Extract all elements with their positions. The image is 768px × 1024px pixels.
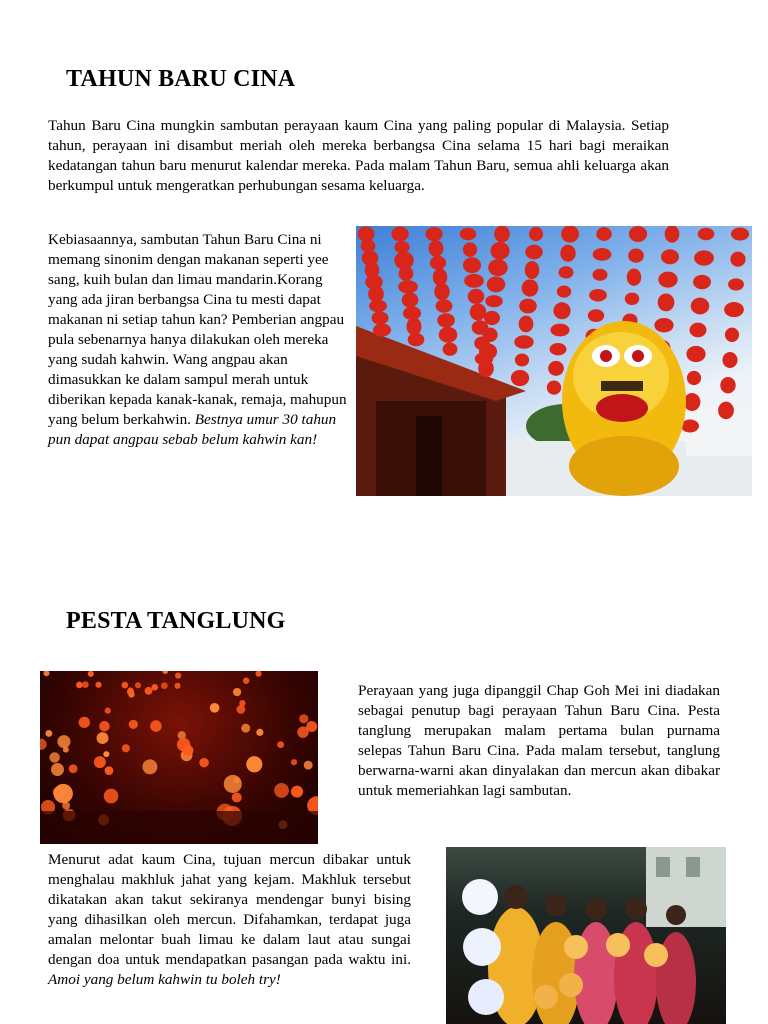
sky-lantern-shape (95, 682, 101, 688)
sky-lantern-shape (57, 735, 70, 748)
lantern-shape (425, 227, 442, 241)
lantern-shape (515, 354, 529, 367)
lantern-shape (525, 261, 540, 279)
sky-lantern-shape (51, 763, 64, 776)
sky-lantern-shape (150, 720, 162, 732)
lantern-shape (519, 299, 537, 314)
lantern-shape (550, 324, 569, 337)
lantern-shape (487, 276, 505, 292)
lantern-shape (358, 226, 375, 241)
lantern-shape (434, 283, 449, 300)
paragraph-tahun-baru-body (48, 230, 350, 450)
lantern-shape (394, 241, 409, 253)
lantern-shape (437, 313, 455, 327)
lantern-shape (408, 333, 425, 346)
sky-lantern-shape (291, 786, 303, 798)
sky-lantern-shape (94, 756, 106, 768)
paragraph-italic-remark: Bestnya umur 30 tahun pun dapat angpau sebab belum kahwin kan! (48, 411, 337, 448)
sky-lantern-shape (135, 682, 141, 688)
sky-lantern-shape (122, 744, 130, 752)
sky-lantern-shape (256, 729, 263, 736)
lantern-shape (694, 250, 714, 265)
lantern-shape (547, 381, 561, 395)
sky-lantern-shape (277, 741, 284, 748)
lantern-shape (511, 370, 529, 386)
sky-lantern-shape (122, 682, 129, 689)
sky-lantern-shape (255, 671, 261, 677)
lantern-shape (468, 289, 485, 304)
sky-lantern-shape (236, 705, 245, 714)
lantern-shape (557, 286, 571, 298)
sky-lantern-shape (45, 730, 52, 737)
lantern-shape (463, 242, 477, 256)
lantern-shape (485, 295, 502, 307)
sky-lantern-shape (43, 671, 49, 676)
lantern-shape (593, 269, 608, 281)
lantern-shape (691, 298, 710, 315)
lantern-shape (684, 393, 701, 411)
lantern-shape (722, 352, 737, 368)
sky-lantern-shape (142, 759, 157, 774)
sky-lantern-shape (175, 683, 181, 689)
sky-lantern-shape (99, 721, 110, 732)
lantern-shape (658, 272, 677, 288)
lantern-shape (665, 226, 680, 243)
lantern-shape (494, 226, 510, 242)
lantern-shape (484, 311, 500, 325)
lantern-shape (429, 240, 444, 257)
lantern-shape (514, 335, 533, 349)
lantern-shape (482, 328, 497, 342)
lantern-shape (720, 377, 735, 393)
lantern-shape (478, 360, 494, 378)
sky-lantern-shape (105, 708, 111, 714)
lantern-shape (488, 259, 508, 276)
lantern-shape (560, 245, 575, 262)
paragraph-tahun-baru-intro: Tahun Baru Cina mungkin sambutan perayaan kaum Cina yang paling popular di Malaysia. Setiap tahun, perayaan ini disambut meriah oleh mereka berbangsa Cina selama 15 hari bagi meraikan kedatangan tahun baru menurut kalendar mereka. Pada malam Tahun Baru, semua ahli keluarga akan berkumpul untuk mengeratkan perhubungan sesama keluarga. (48, 117, 669, 194)
lantern-shape (629, 226, 647, 242)
lantern-shape (553, 302, 570, 319)
sky-lantern-shape (79, 717, 90, 728)
sky-lantern-shape (76, 682, 83, 689)
sky-lantern-shape (210, 703, 220, 713)
lantern-shape (661, 249, 679, 264)
sky-lantern-shape (49, 752, 60, 763)
section-title-pesta-tanglung: PESTA TANGLUNG (66, 608, 286, 634)
sky-lantern-shape (246, 756, 262, 772)
paragraph-pesta-tanglung-intro: Perayaan yang juga dipanggil Chap Goh Mei ini diadakan sebagai penutup bagi perayaan Tahun Baru Cina. Pesta tanglung merupakan malam pertama bulan purnama selepas Tahun Baru Cina. Pada malam tersebut, tanglung berwarna-warni akan dinyalakan dan mercun akan dibakar untuk memeriahkan lagi sambutan. (358, 682, 720, 799)
lantern-shape (368, 286, 384, 303)
sky-lantern-shape (103, 751, 109, 757)
paragraph-italic-remark: Amoi yang belum kahwin tu boleh try! (48, 971, 281, 988)
lantern-shape (698, 228, 715, 240)
lantern-shape (693, 275, 711, 289)
lantern-shape (558, 266, 573, 278)
sky-lantern-shape (104, 789, 119, 804)
lantern-shape (470, 303, 487, 320)
sky-lantern-shape (177, 738, 190, 751)
lantern-shape (654, 318, 673, 332)
lantern-shape (406, 317, 421, 335)
sky-lantern-shape (224, 775, 242, 793)
lantern-shape (391, 227, 408, 242)
photo-sky-lanterns-night (40, 671, 318, 844)
lantern-shape (439, 327, 458, 343)
sky-lantern-shape (82, 681, 89, 688)
photo-red-lanterns-lion-dance (356, 226, 752, 496)
lantern-shape (589, 289, 607, 302)
lantern-shape (550, 343, 567, 355)
lantern-shape (522, 279, 539, 296)
lantern-shape (443, 343, 458, 356)
sky-lantern-shape (199, 758, 209, 768)
sky-lantern-shape (304, 761, 313, 770)
lantern-shape (686, 346, 705, 362)
sky-lantern-shape (54, 784, 73, 803)
sky-lantern-shape (63, 747, 69, 753)
lantern-shape (369, 300, 387, 312)
sky-lantern-shape (69, 764, 78, 773)
lantern-shape (728, 278, 744, 290)
lantern-shape (588, 309, 604, 322)
lantern-shape (628, 249, 644, 263)
sky-lantern-shape (97, 732, 109, 744)
sky-lantern-shape (62, 802, 70, 810)
sky-lantern-shape (40, 739, 47, 750)
sky-lantern-shape (241, 724, 250, 733)
section-title-tahun-baru-cina: TAHUN BARU CINA (66, 66, 296, 92)
sky-lantern-shape (306, 721, 317, 732)
paragraph-body-text: Menurut adat kaum Cina, tujuan mercun dibakar untuk menghalau makhluk jahat yang kejam. Makhluk tersebut dikatakan akan takut sekiranya mendengar bunyi bising yang dihasilkan oleh mercun. Difahamkan, terdapat juga amalan melontar buah limau ke dalam laut atau sungai dengan doa untuk mendapatkan pasangan pada waktu ini. (48, 851, 411, 968)
lantern-shape (399, 266, 414, 281)
sky-lantern-shape (88, 671, 94, 677)
lantern-shape (525, 245, 543, 260)
lantern-shape (687, 371, 701, 385)
lantern-shape (464, 274, 484, 288)
lantern-shape (519, 316, 534, 333)
lantern-shape (725, 328, 739, 342)
lantern-shape (402, 292, 419, 307)
photo-lantern-festival-crowd (446, 847, 726, 1024)
sky-lantern-shape (162, 671, 168, 674)
lantern-shape (463, 257, 481, 273)
sky-lantern-shape (127, 688, 134, 695)
lantern-shape (436, 299, 453, 312)
paragraph-body-text: Kebiasaannya, sambutan Tahun Baru Cina ni memang sinonim dengan makanan seperti yee sang, kuih bulan dan limau mandarin.Korang yang ada jiran berbangsa Cina tu mesti dapat makanan ni setiap tahun kan? Pemberian angpau pula sebenarnya hanya dilakukan oleh mereka yang sudah kahwin. Wang angpau akan dimasukkan ke dalam sampul merah untuk diberikan kepada kanak-kanak, remaja, mahupun yang belum berkahwin. (48, 231, 347, 428)
sky-lantern-shape (243, 677, 249, 683)
lantern-shape (398, 280, 418, 293)
sky-lantern-shape (175, 673, 181, 679)
lantern-shape (548, 361, 564, 376)
lantern-shape (689, 323, 706, 338)
sky-lantern-shape (291, 759, 297, 765)
lantern-shape (561, 226, 579, 243)
lantern-shape (730, 252, 745, 267)
paragraph-pesta-tanglung-body (48, 850, 411, 990)
sky-lantern-shape (145, 687, 153, 695)
sky-lantern-shape (233, 688, 241, 696)
lantern-shape (724, 302, 744, 317)
lantern-shape (596, 227, 611, 241)
lantern-shape (373, 324, 391, 337)
lantern-shape (529, 227, 543, 241)
lantern-shape (430, 256, 446, 270)
lantern-shape (625, 293, 639, 305)
lantern-shape (372, 311, 389, 324)
lantern-shape (479, 343, 497, 359)
lantern-shape (718, 402, 734, 419)
lantern-shape (627, 269, 641, 286)
sky-lantern-shape (161, 682, 168, 689)
lantern-shape (460, 228, 477, 241)
lantern-shape (593, 248, 612, 261)
lantern-shape (490, 242, 509, 260)
lantern-shape (731, 227, 749, 240)
sky-lantern-shape (105, 766, 114, 775)
sky-lantern-shape (274, 783, 289, 798)
sky-lantern-shape (129, 720, 138, 729)
sky-lantern-shape (232, 792, 242, 802)
sky-lantern-shape (299, 714, 308, 723)
lantern-shape (658, 293, 675, 311)
sky-lantern-shape (151, 684, 158, 691)
